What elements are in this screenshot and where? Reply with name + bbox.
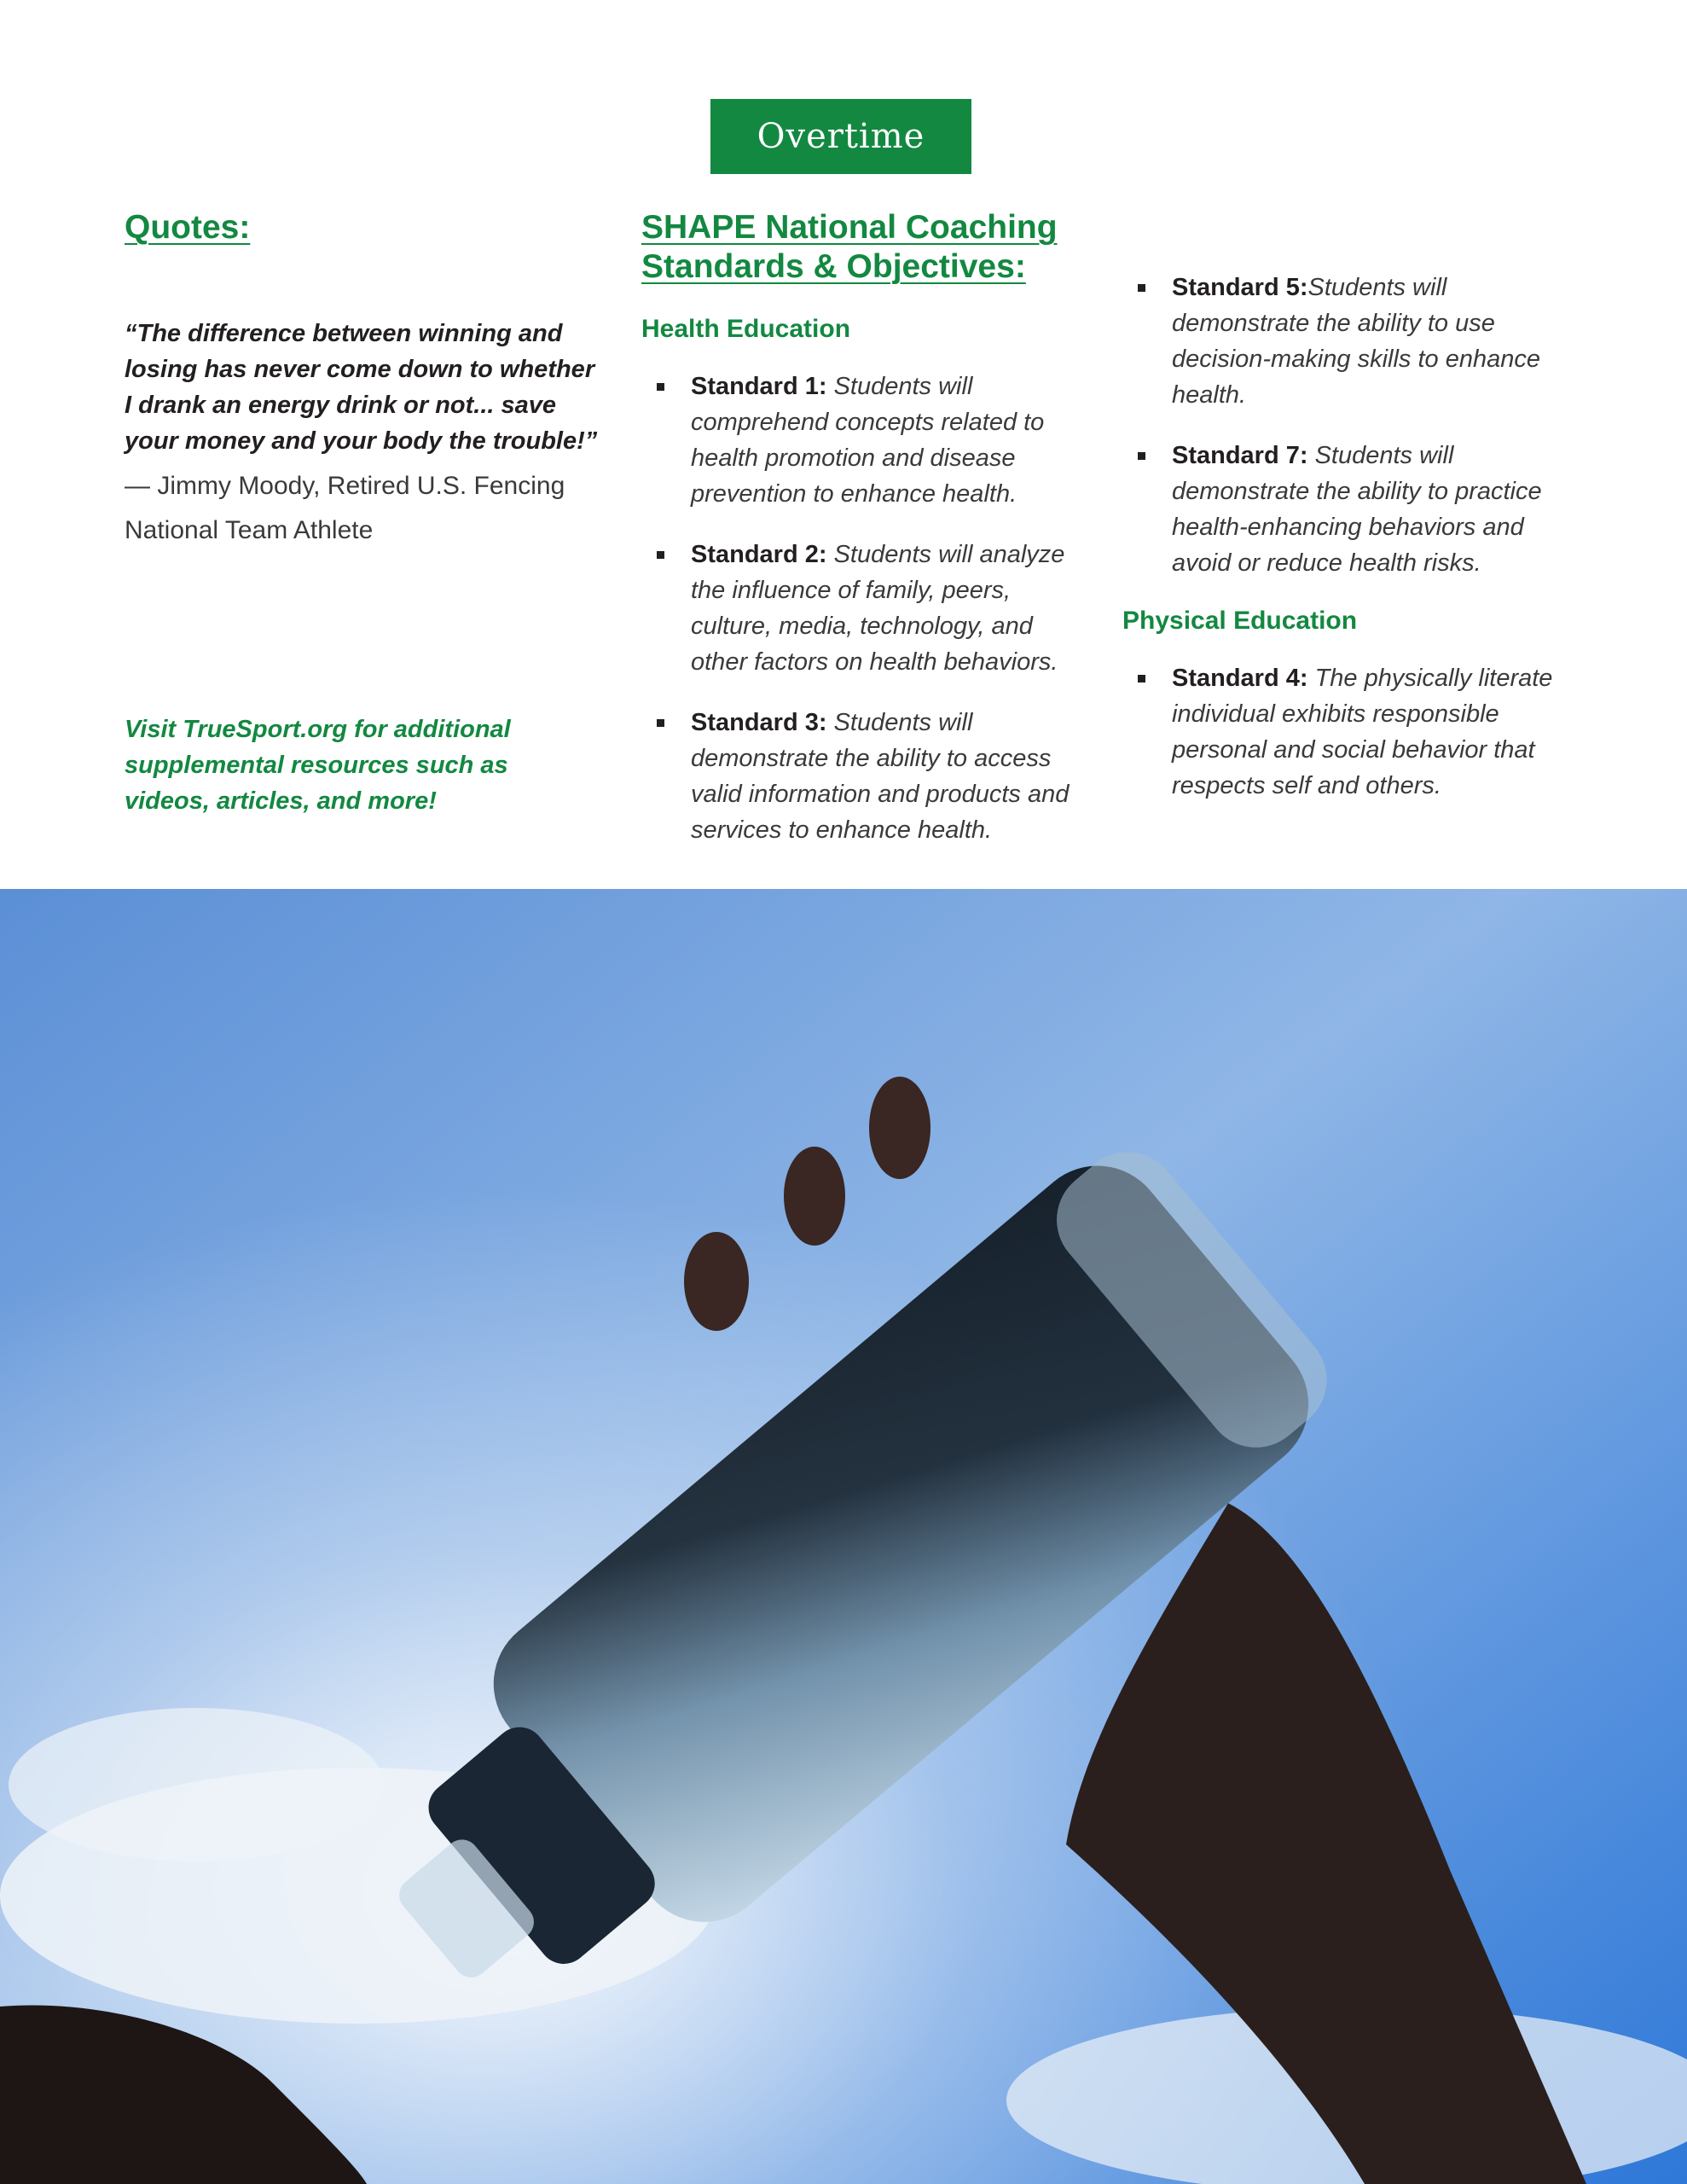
list-item [1122, 270, 1583, 413]
standard-label: Standard 3: [691, 709, 827, 736]
standard-text: Students will demonstrate the ability to use decision-making skills to enhance health. [1172, 274, 1540, 409]
truesport-promo: Visit TrueSport.org for additional supplemental resources such as videos, articles, and more! [125, 716, 511, 815]
health-education-heading: Health Education [641, 315, 851, 343]
standards-heading: SHAPE National Coaching Standards & Objectives: [641, 209, 1058, 285]
quotes-section [125, 208, 602, 553]
bullet-icon [1138, 452, 1145, 460]
list-item [1122, 660, 1583, 804]
health-education-list-continued [1122, 270, 1583, 581]
list-item [641, 369, 1085, 512]
list-item [641, 705, 1085, 848]
bullet-icon [1138, 675, 1145, 682]
bullet-icon [657, 551, 664, 559]
quote-attribution: — Jimmy Moody, Retired U.S. Fencing National Team Athlete [125, 472, 565, 544]
standard-label: Standard 7: [1172, 442, 1308, 469]
standards-continued [1122, 270, 1583, 828]
standard-label: Standard 1: [691, 373, 827, 400]
list-item [641, 537, 1085, 680]
bullet-icon [1138, 284, 1145, 292]
quote-text: “The difference between winning and losing has never come down to whether I drank an energy drink or not... save your money and your body the trouble!” [125, 320, 598, 455]
bullet-icon [657, 719, 664, 727]
section-badge: Overtime [710, 99, 971, 174]
standard-label: Standard 5: [1172, 274, 1308, 301]
physical-education-heading: Physical Education [1122, 607, 1358, 635]
bullet-icon [657, 383, 664, 391]
list-item [1122, 438, 1583, 581]
health-education-list [641, 369, 1085, 848]
standard-text: The physically literate individual exhibits responsible personal and social behavior that respects self and others. [1172, 665, 1553, 799]
standard-text: Students will demonstrate the ability to practice health-enhancing behaviors and avoid or reduce health risks. [1172, 442, 1542, 577]
standard-text: Students will demonstrate the ability to access valid information and products and services to enhance health. [691, 709, 1070, 844]
standard-text: Students will analyze the influence of family, peers, culture, media, technology, and other factors on health behaviors. [691, 541, 1065, 676]
quotes-heading: Quotes: [125, 209, 251, 246]
standard-text: Students will comprehend concepts related to health promotion and disease prevention to enhance health. [691, 373, 1045, 508]
water-bottle-photo [0, 889, 1687, 2184]
physical-education-list [1122, 660, 1583, 804]
standards-section [641, 208, 1085, 873]
standard-label: Standard 4: [1172, 665, 1308, 692]
standard-label: Standard 2: [691, 541, 827, 568]
